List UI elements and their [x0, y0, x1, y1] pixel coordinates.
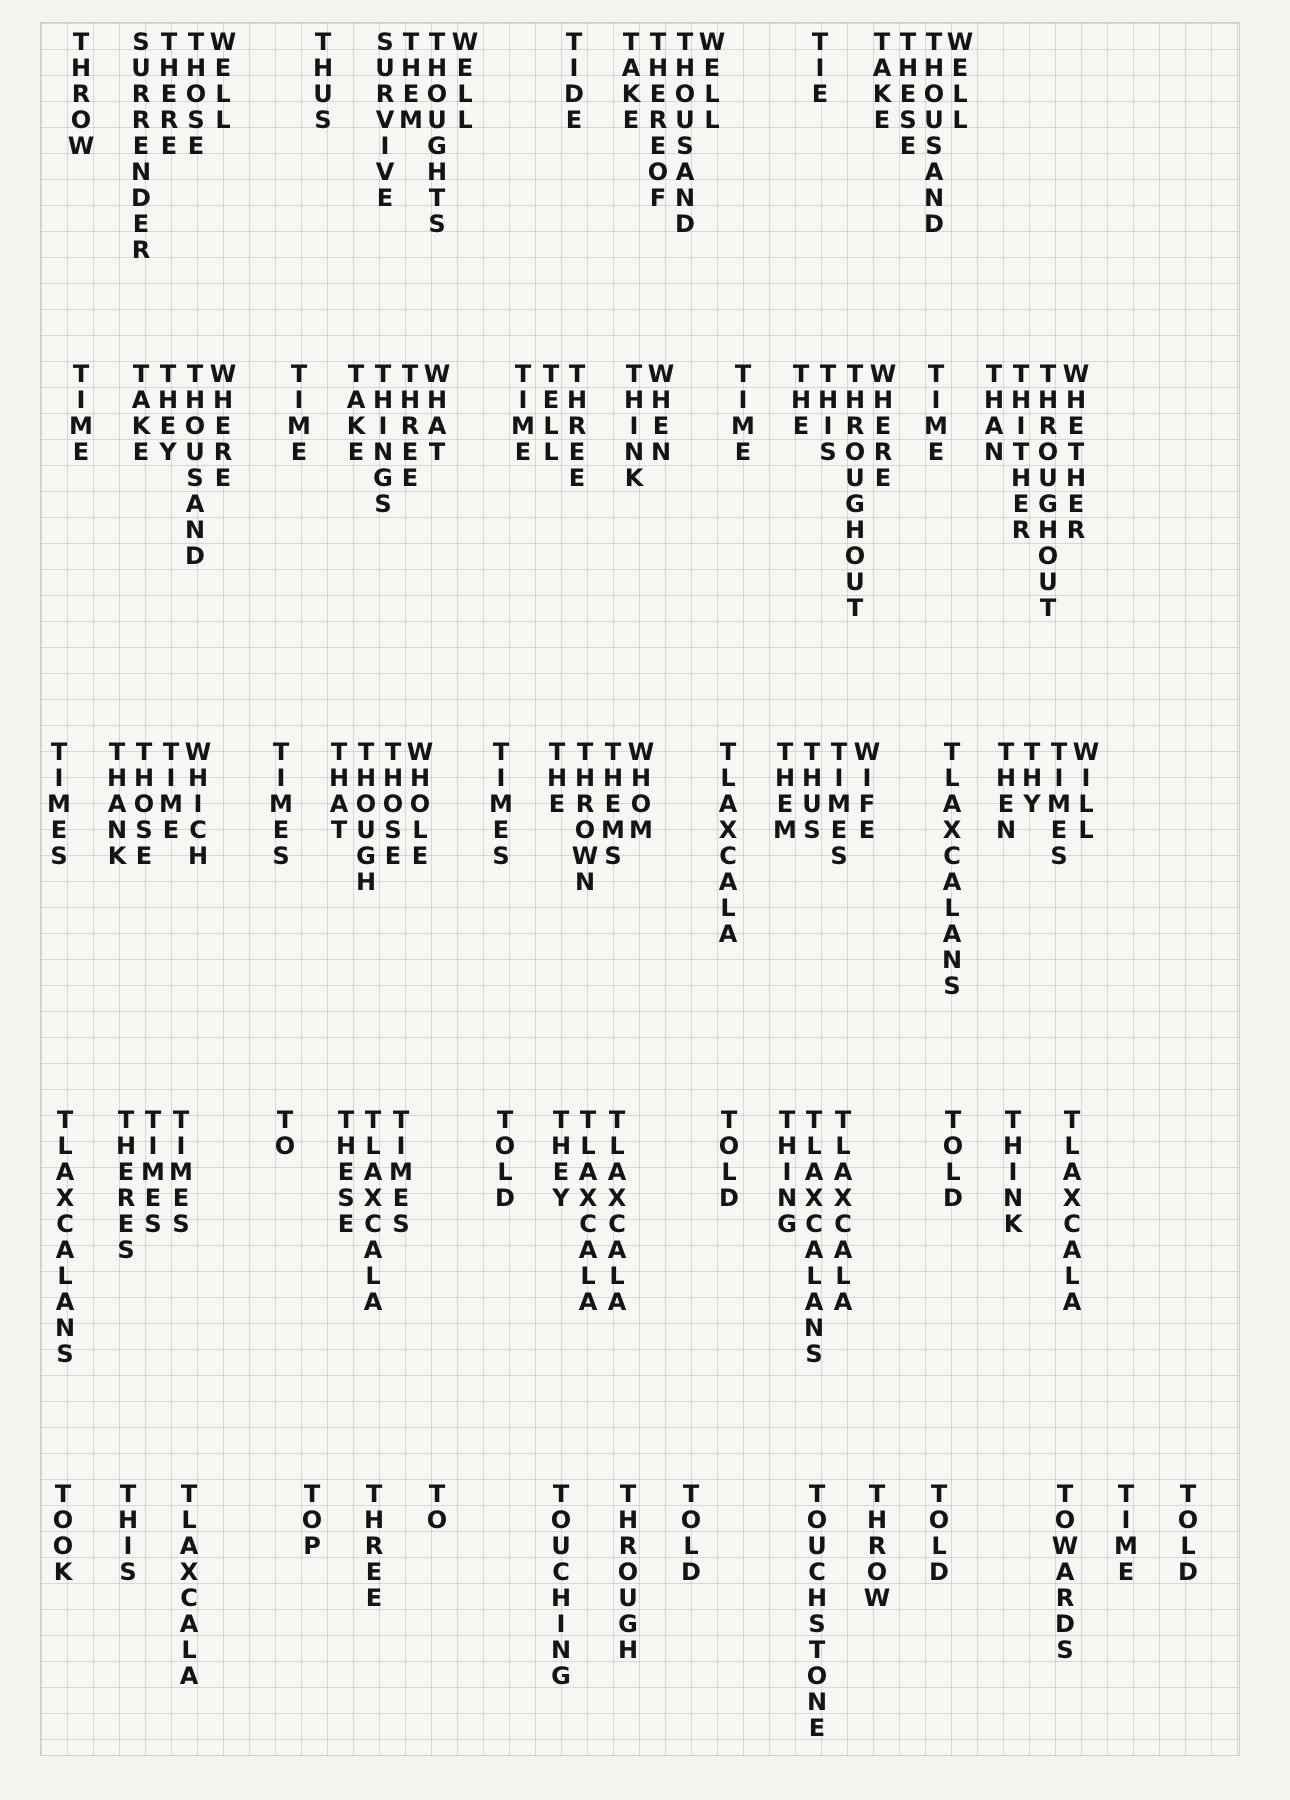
vertical-word: T I M E S	[489, 738, 513, 870]
vertical-word: T I M E S	[389, 1106, 413, 1238]
vertical-word: W H E R E	[209, 360, 237, 492]
vertical-word: T O L D	[928, 1480, 950, 1586]
vertical-word: T H O S E	[133, 738, 155, 870]
vertical-word: T O U C H I N G	[550, 1480, 572, 1690]
vertical-word: T H E S E	[335, 1106, 357, 1238]
vertical-word: T I M E	[69, 360, 93, 466]
vertical-word: W H I C H	[184, 738, 212, 870]
vertical-word: T L A X C A L A	[1062, 1106, 1082, 1316]
vertical-word: T O P	[301, 1480, 323, 1560]
vertical-word: T L A X C A L A	[718, 738, 738, 948]
vertical-word: T I M E	[731, 360, 755, 466]
vertical-word: T I M E S	[827, 738, 851, 870]
vertical-word: T I M E	[287, 360, 311, 466]
vertical-word: T H E Y	[157, 360, 179, 466]
vertical-word: W E L L	[946, 28, 974, 134]
vertical-word: W E L L	[451, 28, 479, 134]
vertical-word: T H E M S	[601, 738, 625, 870]
graph-paper-sheet	[40, 22, 1240, 1756]
vertical-word: T L A X C A L A	[363, 1106, 383, 1316]
vertical-word: T A K E	[346, 360, 366, 466]
vertical-word: T I M E	[1114, 1480, 1138, 1586]
vertical-word: T H O S E	[185, 28, 207, 160]
vertical-word: T O L D	[494, 1106, 516, 1212]
vertical-word: T H U S	[312, 28, 334, 134]
vertical-word: T H A T	[328, 738, 350, 844]
vertical-word: T H R O W N	[571, 738, 599, 896]
vertical-word: T H R E E	[399, 360, 421, 492]
vertical-word: S U R V I V E	[375, 28, 395, 212]
vertical-word: T H I N K	[623, 360, 645, 492]
vertical-word: W H E N	[647, 360, 675, 466]
vertical-word: W H E R E	[869, 360, 897, 492]
vertical-word: T H Y	[1021, 738, 1043, 818]
vertical-word: T H I N K	[1002, 1106, 1024, 1238]
vertical-word: T H O S E	[382, 738, 404, 870]
vertical-word: T A K E	[872, 28, 892, 134]
vertical-word: T I M E	[511, 360, 535, 466]
vertical-word: W I L L	[1072, 738, 1100, 844]
vertical-word: T H E Y	[550, 1106, 572, 1212]
vertical-word: T H O U S A N D	[674, 28, 696, 238]
vertical-word: T H A N	[983, 360, 1005, 466]
vertical-word: T I D E	[564, 28, 584, 134]
vertical-word: T H I N G	[776, 1106, 798, 1238]
vertical-word: T E L L	[542, 360, 560, 466]
vertical-word: T H E S E	[897, 28, 919, 160]
vertical-word: T H O U G H T S	[426, 28, 448, 238]
vertical-word: T O L D	[718, 1106, 740, 1212]
vertical-word: W H E T H E R	[1062, 360, 1090, 544]
vertical-word: T L A X C A L A	[578, 1106, 598, 1316]
vertical-word: T H E M	[399, 28, 423, 134]
vertical-word: T H I S	[117, 1480, 139, 1586]
vertical-word: S U R R E N D E R	[130, 28, 152, 264]
vertical-word: T A K E	[131, 360, 151, 466]
vertical-word: T H R O U G H O U T	[844, 360, 866, 622]
vertical-word: T I M E S	[269, 738, 293, 870]
vertical-word: T H U S	[801, 738, 823, 844]
vertical-word: T O U C H S T O N E	[806, 1480, 828, 1742]
vertical-word: T L A X C A L A	[607, 1106, 627, 1316]
vertical-word: T I M E S	[169, 1106, 193, 1238]
vertical-word: W E L L	[209, 28, 237, 134]
vertical-word: T I M E	[924, 360, 948, 466]
vertical-word: T H R O W	[67, 28, 95, 160]
vertical-word: T O L D	[942, 1106, 964, 1212]
vertical-word: T A K E	[621, 28, 641, 134]
vertical-word: T O L D	[680, 1480, 702, 1586]
vertical-word: T H E	[546, 738, 568, 818]
vertical-word: T I M E S	[141, 1106, 165, 1238]
vertical-word: T L A X C A L A N S	[54, 1106, 76, 1368]
vertical-word: T H E	[790, 360, 812, 440]
vertical-word: T H E R E	[158, 28, 180, 160]
vertical-word: T H R O U G H O U T	[1037, 360, 1059, 622]
vertical-word: T I M E	[159, 738, 183, 844]
vertical-word: T H E R E O F	[647, 28, 669, 212]
vertical-word: W H O M	[627, 738, 655, 844]
vertical-word: T H O U S A N D	[923, 28, 945, 238]
vertical-word: T O	[426, 1480, 448, 1534]
vertical-word: W I F E	[853, 738, 881, 844]
vertical-word: T H O U G H	[355, 738, 377, 896]
vertical-word: T H E M	[773, 738, 797, 844]
vertical-word: T O O K	[52, 1480, 74, 1586]
vertical-word: T H E N	[995, 738, 1017, 844]
vertical-word: W H A T	[423, 360, 451, 466]
vertical-word: T I M E S	[47, 738, 71, 870]
vertical-word: T I M E S	[1047, 738, 1071, 870]
vertical-word: T O	[274, 1106, 296, 1160]
vertical-word: T H E R E S	[115, 1106, 137, 1264]
vertical-word: T H R O U G H	[617, 1480, 639, 1664]
vertical-word: T H R O W	[863, 1480, 891, 1612]
vertical-word: T L A X C A L A	[179, 1480, 199, 1690]
vertical-word: T O L D	[1177, 1480, 1199, 1586]
vertical-word: T H R E E	[363, 1480, 385, 1612]
vertical-word: T I E	[811, 28, 829, 108]
vertical-word: W E L L	[698, 28, 726, 134]
vertical-word: W H O L E	[406, 738, 434, 870]
vertical-word: T H I T H E R	[1010, 360, 1032, 544]
vertical-word: T H O U S A N D	[184, 360, 206, 570]
vertical-word: T H A N K	[106, 738, 128, 870]
vertical-word: T O W A R D S	[1051, 1480, 1079, 1664]
vertical-word: T H R E E	[566, 360, 588, 492]
vertical-word: T H I S	[817, 360, 839, 466]
vertical-word: T L A X C A L A	[833, 1106, 853, 1316]
vertical-word: T H I N G S	[372, 360, 394, 518]
vertical-word: T L A X C A L A N S	[803, 1106, 825, 1368]
vertical-word: T L A X C A L A N S	[941, 738, 963, 1000]
